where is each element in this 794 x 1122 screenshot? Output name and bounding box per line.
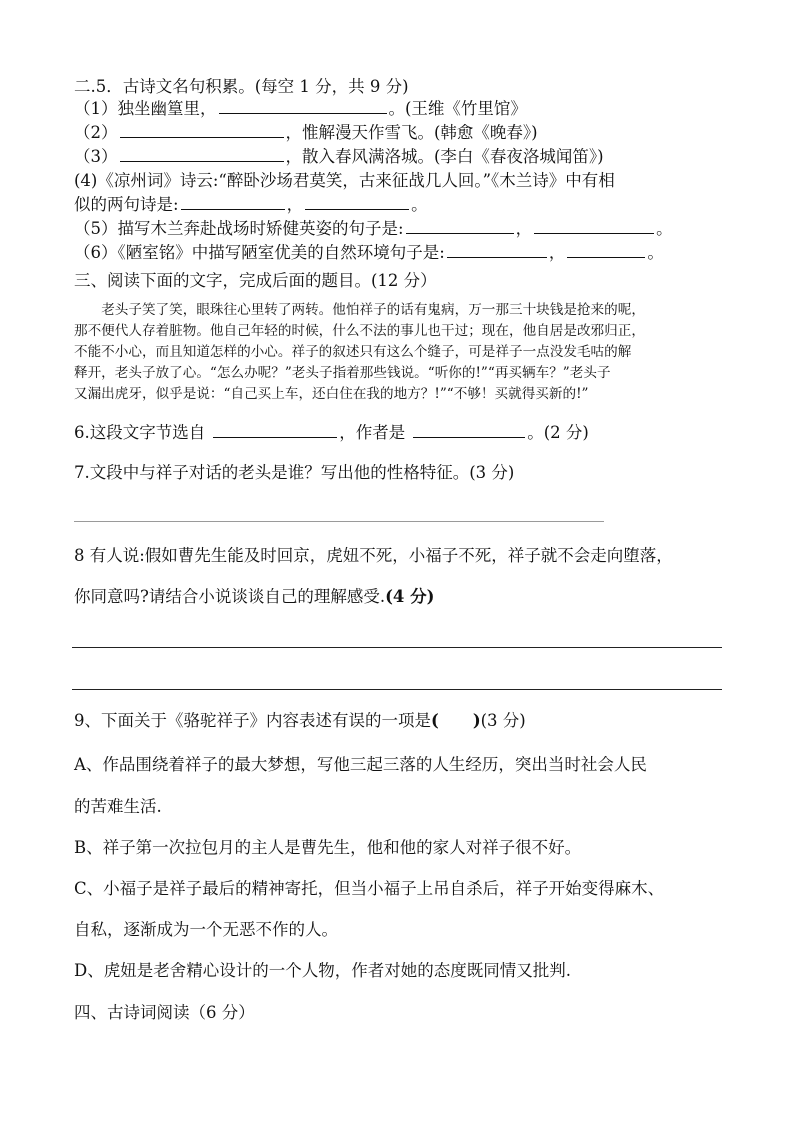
q6-number: （6） — [74, 243, 118, 262]
q4-answer-blank-2[interactable] — [305, 195, 409, 210]
question-6-source — [74, 423, 589, 443]
q1-answer-blank[interactable] — [219, 99, 387, 114]
passage-line: 不能不小心，而且知道怎样的小心。祥子的叙述只有这么个缝子，可是祥子一点没发毛咕的解 — [74, 344, 632, 360]
q3-source: ，散入春风满洛城。(李白《春夜洛城闻笛》) — [285, 147, 604, 166]
question-4-line2 — [74, 195, 428, 215]
q9-stem-text: 9、下面关于《骆驼祥子》内容表述有误的一项是 — [74, 711, 431, 730]
q9-option-c-line1: C、小福子是祥子最后的精神寄托，但当小福子上吊自杀后，祥子开始变得麻木、 — [74, 879, 665, 898]
q8-text: 你同意吗?请结合小说谈谈自己的理解感受. — [74, 587, 386, 606]
question-3 — [74, 147, 604, 167]
passage-line: 又漏出虎牙，似乎是说：“自己买上车，还白住在我的地方？!”“不够！买就得买新的!” — [74, 386, 589, 402]
section3-heading: 三、阅读下面的文字，完成后面的题目。(12 分） — [74, 271, 437, 290]
q4-prompt: 似的两句诗是: — [74, 195, 179, 214]
section4-heading: 四、古诗词阅读（6 分） — [74, 1003, 255, 1022]
q8-answer-line-1[interactable] — [72, 647, 722, 648]
q6s-author-blank[interactable] — [413, 423, 525, 438]
question-1 — [74, 99, 527, 119]
q9-option-d: D、虎妞是老舍精心设计的一个人物，作者对她的态度既同情又批判. — [74, 961, 571, 980]
q7-answer-line[interactable] — [74, 521, 604, 522]
q2-answer-blank[interactable] — [120, 123, 284, 138]
q3-answer-blank[interactable] — [120, 147, 284, 162]
q5-text: 描写木兰奔赴战场时矫健英姿的句子是: — [117, 219, 404, 238]
q6s-text: 6.这段文字节选自 — [74, 423, 206, 442]
q6-comma: ， — [548, 243, 566, 262]
q2-source: ，惟解漫天作雪飞。(韩愈《晚春》) — [285, 123, 538, 142]
q4-comma: ， — [286, 195, 304, 214]
q6s-source-blank[interactable] — [213, 423, 337, 438]
q9-option-a-line1: A、作品围绕着祥子的最大梦想，写他三起三落的人生经历，突出当时社会人民 — [74, 755, 647, 774]
q9-paren-close: ) — [472, 711, 481, 730]
passage-line: 释开，老头子放了心。“怎么办呢？”老头子指着那些钱说。“听你的!”“再买辆车？”老头子 — [74, 365, 611, 381]
q4-end: 。 — [411, 195, 428, 214]
question-2 — [74, 123, 538, 143]
q4-answer-blank-1[interactable] — [181, 195, 285, 210]
reading-passage — [74, 300, 726, 405]
q1-text: 独坐幽篁里， — [117, 99, 217, 118]
q9-option-b: B、祥子第一次拉包月的主人是曹先生，他和他的家人对祥子很不好。 — [74, 838, 582, 857]
passage-line: 那不便代人存着脏物。他自己年轻的时候，什么不法的事儿也干过；现在，他自居是改邪归正， — [74, 323, 645, 339]
q6-end: 。 — [647, 243, 664, 262]
q9-option-a-line2: 的苦难生活. — [74, 797, 162, 816]
q6s-mid: ，作者是 — [339, 423, 406, 442]
q6-text: 《陋室铭》中描写陋室优美的自然环境句子是: — [117, 243, 445, 262]
question-6 — [74, 243, 664, 263]
q6-answer-blank-2[interactable] — [567, 243, 645, 258]
q5-answer-blank-2[interactable] — [534, 219, 654, 234]
q5-end: 。 — [656, 219, 673, 238]
q1-number: （1） — [74, 99, 118, 118]
q6-answer-blank-1[interactable] — [447, 243, 547, 258]
question-4-line1: (4)《凉州词》诗云:“醉卧沙场君莫笑，古来征战几人回。”《木兰诗》中有相 — [74, 171, 615, 190]
q1-source: 。(王维《竹里馆》 — [388, 99, 527, 118]
q6s-end: 。(2 分) — [527, 423, 589, 442]
q3-number: （3） — [74, 147, 118, 166]
passage-line: 老头子笑了笑，眼珠往心里转了两转。他怕祥子的话有鬼病，万一那三十块钱是抢来的呢， — [101, 302, 645, 318]
q9-score: (3 分) — [480, 711, 526, 730]
question-8-line2 — [74, 587, 434, 607]
q2-number: （2） — [74, 123, 118, 142]
question-5 — [74, 219, 673, 239]
q5-number: （5） — [74, 219, 118, 238]
question-7: 7.文段中与祥子对话的老头是谁？写出他的性格特征。(3 分) — [74, 463, 515, 482]
section2-heading: 二.5．古诗文名句积累。(每空 1 分，共 9 分) — [74, 77, 409, 96]
q9-paren-open: ( — [431, 711, 439, 730]
q8-score: (4 分) — [385, 587, 435, 606]
q5-answer-blank-1[interactable] — [406, 219, 514, 234]
q5-comma: ， — [515, 219, 533, 238]
q8-answer-line-2[interactable] — [72, 689, 722, 690]
q9-option-c-line2: 自私，逐渐成为一个无恶不作的人。 — [74, 920, 338, 939]
question-8-line1: 8 有人说:假如曹先生能及时回京，虎妞不死，小福子不死，祥子就不会走向堕落， — [74, 546, 673, 565]
question-9-stem — [74, 711, 526, 731]
